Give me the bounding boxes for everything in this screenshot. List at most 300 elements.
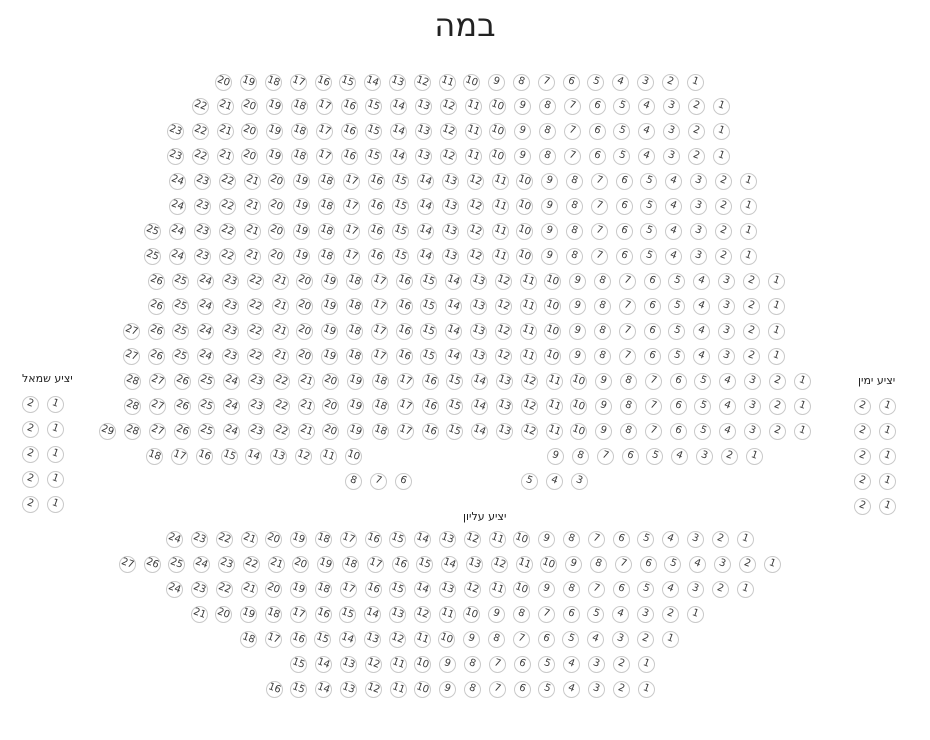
main-hall-seat[interactable] (194, 248, 211, 265)
main-hall-seat[interactable] (694, 373, 711, 390)
main-hall-seat[interactable] (273, 398, 290, 415)
upper-balcony-seat[interactable] (565, 556, 582, 573)
upper-balcony-seat[interactable] (290, 681, 307, 698)
upper-balcony-seat[interactable] (516, 556, 533, 573)
main-hall-seat[interactable] (713, 148, 730, 165)
upper-balcony-seat[interactable] (637, 531, 654, 548)
main-hall-seat[interactable] (794, 398, 811, 415)
upper-balcony-seat[interactable] (414, 656, 431, 673)
upper-balcony-seat[interactable] (588, 656, 605, 673)
upper-balcony-seat[interactable] (339, 631, 356, 648)
main-hall-seat[interactable] (293, 173, 310, 190)
main-hall-seat[interactable] (440, 123, 457, 140)
main-hall-seat[interactable] (645, 398, 662, 415)
main-hall-seat[interactable] (663, 123, 680, 140)
main-hall-seat[interactable] (241, 123, 258, 140)
left-balcony-seat[interactable] (47, 446, 64, 463)
main-hall-seat[interactable] (645, 423, 662, 440)
main-hall-seat[interactable] (296, 348, 313, 365)
upper-balcony-seat[interactable] (464, 681, 481, 698)
main-hall-seat[interactable] (572, 448, 589, 465)
main-hall-seat[interactable] (322, 423, 339, 440)
main-hall-seat[interactable] (571, 473, 588, 490)
upper-balcony-seat[interactable] (365, 681, 382, 698)
main-hall-seat[interactable] (392, 248, 409, 265)
upper-balcony-seat[interactable] (513, 531, 530, 548)
upper-balcony-seat[interactable] (562, 631, 579, 648)
main-hall-seat[interactable] (172, 273, 189, 290)
main-hall-seat[interactable] (589, 98, 606, 115)
main-hall-seat[interactable] (595, 423, 612, 440)
main-hall-seat[interactable] (197, 323, 214, 340)
right-balcony-seat[interactable] (854, 498, 871, 515)
upper-balcony-seat[interactable] (166, 531, 183, 548)
main-hall-seat[interactable] (467, 173, 484, 190)
upper-balcony-seat[interactable] (390, 681, 407, 698)
main-hall-seat[interactable] (521, 423, 538, 440)
main-hall-seat[interactable] (316, 98, 333, 115)
main-hall-seat[interactable] (514, 123, 531, 140)
main-hall-seat[interactable] (566, 198, 583, 215)
main-hall-seat[interactable] (318, 173, 335, 190)
main-hall-seat[interactable] (541, 173, 558, 190)
upper-balcony-seat[interactable] (662, 581, 679, 598)
main-hall-seat[interactable] (662, 74, 679, 91)
main-hall-seat[interactable] (417, 248, 434, 265)
upper-balcony-seat[interactable] (538, 531, 555, 548)
main-hall-seat[interactable] (715, 248, 732, 265)
upper-balcony-seat[interactable] (389, 581, 406, 598)
main-hall-seat[interactable] (496, 398, 513, 415)
right-balcony-seat[interactable] (854, 423, 871, 440)
upper-balcony-seat[interactable] (389, 531, 406, 548)
right-balcony-seat[interactable] (879, 448, 896, 465)
left-balcony-seat[interactable] (22, 471, 39, 488)
main-hall-seat[interactable] (268, 173, 285, 190)
main-hall-seat[interactable] (693, 273, 710, 290)
main-hall-seat[interactable] (219, 248, 236, 265)
main-hall-seat[interactable] (595, 398, 612, 415)
left-balcony-seat[interactable] (22, 396, 39, 413)
main-hall-seat[interactable] (694, 398, 711, 415)
upper-balcony-seat[interactable] (317, 556, 334, 573)
main-hall-seat[interactable] (570, 373, 587, 390)
main-hall-seat[interactable] (172, 323, 189, 340)
upper-balcony-seat[interactable] (615, 556, 632, 573)
main-hall-seat[interactable] (442, 223, 459, 240)
main-hall-seat[interactable] (272, 298, 289, 315)
upper-balcony-seat[interactable] (489, 656, 506, 673)
main-hall-seat[interactable] (718, 323, 735, 340)
main-hall-seat[interactable] (217, 123, 234, 140)
main-hall-seat[interactable] (198, 398, 215, 415)
main-hall-seat[interactable] (663, 148, 680, 165)
upper-balcony-seat[interactable] (364, 606, 381, 623)
main-hall-seat[interactable] (547, 448, 564, 465)
main-hall-seat[interactable] (668, 323, 685, 340)
main-hall-seat[interactable] (570, 423, 587, 440)
upper-balcony-seat[interactable] (241, 581, 258, 598)
upper-balcony-seat[interactable] (464, 656, 481, 673)
main-hall-seat[interactable] (265, 74, 282, 91)
upper-balcony-seat[interactable] (687, 581, 704, 598)
main-hall-seat[interactable] (365, 98, 382, 115)
main-hall-seat[interactable] (365, 148, 382, 165)
main-hall-seat[interactable] (318, 248, 335, 265)
main-hall-seat[interactable] (266, 148, 283, 165)
main-hall-seat[interactable] (520, 348, 537, 365)
main-hall-seat[interactable] (194, 198, 211, 215)
upper-balcony-seat[interactable] (315, 581, 332, 598)
upper-balcony-seat[interactable] (340, 581, 357, 598)
main-hall-seat[interactable] (315, 74, 332, 91)
main-hall-seat[interactable] (589, 148, 606, 165)
left-balcony-seat[interactable] (47, 471, 64, 488)
main-hall-seat[interactable] (646, 448, 663, 465)
upper-balcony-seat[interactable] (416, 556, 433, 573)
upper-balcony-seat[interactable] (339, 606, 356, 623)
main-hall-seat[interactable] (169, 173, 186, 190)
upper-balcony-seat[interactable] (662, 531, 679, 548)
main-hall-seat[interactable] (219, 173, 236, 190)
main-hall-seat[interactable] (563, 74, 580, 91)
main-hall-seat[interactable] (471, 373, 488, 390)
main-hall-seat[interactable] (566, 223, 583, 240)
main-hall-seat[interactable] (564, 98, 581, 115)
main-hall-seat[interactable] (718, 348, 735, 365)
main-hall-seat[interactable] (417, 173, 434, 190)
main-hall-seat[interactable] (347, 423, 364, 440)
main-hall-seat[interactable] (594, 298, 611, 315)
main-hall-seat[interactable] (740, 223, 757, 240)
upper-balcony-seat[interactable] (315, 681, 332, 698)
upper-balcony-seat[interactable] (689, 556, 706, 573)
upper-balcony-seat[interactable] (538, 681, 555, 698)
main-hall-seat[interactable] (371, 348, 388, 365)
main-hall-seat[interactable] (670, 398, 687, 415)
right-balcony-seat[interactable] (879, 398, 896, 415)
upper-balcony-seat[interactable] (438, 631, 455, 648)
upper-balcony-seat[interactable] (687, 606, 704, 623)
main-hall-seat[interactable] (620, 423, 637, 440)
main-hall-seat[interactable] (665, 248, 682, 265)
main-hall-seat[interactable] (743, 273, 760, 290)
main-hall-seat[interactable] (541, 248, 558, 265)
main-hall-seat[interactable] (769, 373, 786, 390)
main-hall-seat[interactable] (321, 273, 338, 290)
main-hall-seat[interactable] (569, 348, 586, 365)
main-hall-seat[interactable] (148, 348, 165, 365)
main-hall-seat[interactable] (516, 173, 533, 190)
main-hall-seat[interactable] (390, 148, 407, 165)
main-hall-seat[interactable] (495, 323, 512, 340)
main-hall-seat[interactable] (719, 373, 736, 390)
main-hall-seat[interactable] (365, 123, 382, 140)
main-hall-seat[interactable] (566, 173, 583, 190)
main-hall-seat[interactable] (244, 248, 261, 265)
main-hall-seat[interactable] (465, 148, 482, 165)
upper-balcony-seat[interactable] (590, 556, 607, 573)
main-hall-seat[interactable] (521, 398, 538, 415)
upper-balcony-seat[interactable] (737, 531, 754, 548)
main-hall-seat[interactable] (690, 248, 707, 265)
upper-balcony-seat[interactable] (414, 631, 431, 648)
upper-balcony-seat[interactable] (739, 556, 756, 573)
upper-balcony-seat[interactable] (712, 581, 729, 598)
upper-balcony-seat[interactable] (414, 581, 431, 598)
main-hall-seat[interactable] (248, 423, 265, 440)
upper-balcony-seat[interactable] (340, 531, 357, 548)
main-hall-seat[interactable] (247, 348, 264, 365)
main-hall-seat[interactable] (196, 448, 213, 465)
main-hall-seat[interactable] (668, 348, 685, 365)
upper-balcony-seat[interactable] (538, 581, 555, 598)
main-hall-seat[interactable] (693, 348, 710, 365)
upper-balcony-seat[interactable] (292, 556, 309, 573)
upper-balcony-seat[interactable] (290, 581, 307, 598)
main-hall-seat[interactable] (174, 398, 191, 415)
main-hall-seat[interactable] (222, 323, 239, 340)
main-hall-seat[interactable] (644, 298, 661, 315)
upper-balcony-seat[interactable] (587, 631, 604, 648)
main-hall-seat[interactable] (420, 323, 437, 340)
main-hall-seat[interactable] (149, 423, 166, 440)
main-hall-seat[interactable] (693, 298, 710, 315)
main-hall-seat[interactable] (318, 198, 335, 215)
main-hall-seat[interactable] (396, 273, 413, 290)
main-hall-seat[interactable] (370, 473, 387, 490)
main-hall-seat[interactable] (321, 323, 338, 340)
upper-balcony-seat[interactable] (464, 581, 481, 598)
main-hall-seat[interactable] (415, 148, 432, 165)
main-hall-seat[interactable] (298, 373, 315, 390)
main-hall-seat[interactable] (544, 298, 561, 315)
main-hall-seat[interactable] (346, 348, 363, 365)
upper-balcony-seat[interactable] (241, 531, 258, 548)
main-hall-seat[interactable] (420, 298, 437, 315)
main-hall-seat[interactable] (715, 223, 732, 240)
main-hall-seat[interactable] (368, 173, 385, 190)
main-hall-seat[interactable] (266, 123, 283, 140)
main-hall-seat[interactable] (622, 448, 639, 465)
upper-balcony-seat[interactable] (389, 631, 406, 648)
upper-balcony-seat[interactable] (491, 556, 508, 573)
main-hall-seat[interactable] (688, 123, 705, 140)
upper-balcony-seat[interactable] (538, 656, 555, 673)
main-hall-seat[interactable] (743, 348, 760, 365)
main-hall-seat[interactable] (298, 423, 315, 440)
upper-balcony-seat[interactable] (364, 631, 381, 648)
main-hall-seat[interactable] (591, 223, 608, 240)
upper-balcony-seat[interactable] (439, 681, 456, 698)
main-hall-seat[interactable] (273, 423, 290, 440)
main-hall-seat[interactable] (768, 298, 785, 315)
main-hall-seat[interactable] (291, 123, 308, 140)
upper-balcony-seat[interactable] (463, 606, 480, 623)
main-hall-seat[interactable] (713, 123, 730, 140)
main-hall-seat[interactable] (149, 398, 166, 415)
upper-balcony-seat[interactable] (315, 656, 332, 673)
main-hall-seat[interactable] (272, 348, 289, 365)
main-hall-seat[interactable] (293, 223, 310, 240)
main-hall-seat[interactable] (322, 373, 339, 390)
main-hall-seat[interactable] (320, 448, 337, 465)
upper-balcony-seat[interactable] (240, 606, 257, 623)
main-hall-seat[interactable] (144, 223, 161, 240)
main-hall-seat[interactable] (343, 198, 360, 215)
main-hall-seat[interactable] (640, 173, 657, 190)
main-hall-seat[interactable] (470, 298, 487, 315)
main-hall-seat[interactable] (270, 448, 287, 465)
main-hall-seat[interactable] (612, 74, 629, 91)
main-hall-seat[interactable] (442, 198, 459, 215)
upper-balcony-seat[interactable] (737, 581, 754, 598)
upper-balcony-seat[interactable] (662, 606, 679, 623)
main-hall-seat[interactable] (613, 123, 630, 140)
main-hall-seat[interactable] (645, 373, 662, 390)
main-hall-seat[interactable] (514, 98, 531, 115)
main-hall-seat[interactable] (268, 198, 285, 215)
main-hall-seat[interactable] (470, 323, 487, 340)
upper-balcony-seat[interactable] (513, 631, 530, 648)
main-hall-seat[interactable] (322, 398, 339, 415)
main-hall-seat[interactable] (392, 223, 409, 240)
main-hall-seat[interactable] (169, 248, 186, 265)
main-hall-seat[interactable] (616, 173, 633, 190)
upper-balcony-seat[interactable] (563, 681, 580, 698)
main-hall-seat[interactable] (740, 198, 757, 215)
main-hall-seat[interactable] (544, 348, 561, 365)
upper-balcony-seat[interactable] (414, 606, 431, 623)
main-hall-seat[interactable] (446, 373, 463, 390)
main-hall-seat[interactable] (245, 448, 262, 465)
upper-balcony-seat[interactable] (640, 556, 657, 573)
main-hall-seat[interactable] (744, 398, 761, 415)
main-hall-seat[interactable] (470, 273, 487, 290)
upper-balcony-seat[interactable] (664, 556, 681, 573)
main-hall-seat[interactable] (713, 98, 730, 115)
main-hall-seat[interactable] (495, 298, 512, 315)
upper-balcony-seat[interactable] (514, 681, 531, 698)
upper-balcony-seat[interactable] (587, 606, 604, 623)
main-hall-seat[interactable] (390, 98, 407, 115)
main-hall-seat[interactable] (346, 298, 363, 315)
main-hall-seat[interactable] (613, 148, 630, 165)
main-hall-seat[interactable] (589, 123, 606, 140)
upper-balcony-seat[interactable] (712, 531, 729, 548)
main-hall-seat[interactable] (769, 423, 786, 440)
main-hall-seat[interactable] (415, 98, 432, 115)
main-hall-seat[interactable] (465, 98, 482, 115)
main-hall-seat[interactable] (420, 348, 437, 365)
main-hall-seat[interactable] (521, 473, 538, 490)
main-hall-seat[interactable] (346, 273, 363, 290)
upper-balcony-seat[interactable] (488, 606, 505, 623)
main-hall-seat[interactable] (492, 198, 509, 215)
upper-balcony-seat[interactable] (563, 581, 580, 598)
main-hall-seat[interactable] (688, 98, 705, 115)
main-hall-seat[interactable] (566, 248, 583, 265)
main-hall-seat[interactable] (221, 448, 238, 465)
left-balcony-seat[interactable] (47, 496, 64, 513)
main-hall-seat[interactable] (124, 398, 141, 415)
upper-balcony-seat[interactable] (119, 556, 136, 573)
main-hall-seat[interactable] (620, 373, 637, 390)
main-hall-seat[interactable] (347, 373, 364, 390)
main-hall-seat[interactable] (616, 198, 633, 215)
main-hall-seat[interactable] (541, 198, 558, 215)
main-hall-seat[interactable] (392, 198, 409, 215)
main-hall-seat[interactable] (390, 123, 407, 140)
main-hall-seat[interactable] (638, 98, 655, 115)
main-hall-seat[interactable] (570, 398, 587, 415)
main-hall-seat[interactable] (546, 473, 563, 490)
upper-balcony-seat[interactable] (466, 556, 483, 573)
main-hall-seat[interactable] (721, 448, 738, 465)
main-hall-seat[interactable] (544, 323, 561, 340)
right-balcony-seat[interactable] (854, 398, 871, 415)
main-hall-seat[interactable] (440, 148, 457, 165)
upper-balcony-seat[interactable] (218, 556, 235, 573)
main-hall-seat[interactable] (520, 323, 537, 340)
main-hall-seat[interactable] (445, 348, 462, 365)
upper-balcony-seat[interactable] (367, 556, 384, 573)
main-hall-seat[interactable] (123, 323, 140, 340)
main-hall-seat[interactable] (619, 273, 636, 290)
upper-balcony-seat[interactable] (637, 581, 654, 598)
main-hall-seat[interactable] (222, 273, 239, 290)
upper-balcony-seat[interactable] (563, 656, 580, 673)
upper-balcony-seat[interactable] (488, 631, 505, 648)
left-balcony-seat[interactable] (22, 496, 39, 513)
main-hall-seat[interactable] (644, 348, 661, 365)
main-hall-seat[interactable] (219, 223, 236, 240)
main-hall-seat[interactable] (638, 123, 655, 140)
main-hall-seat[interactable] (670, 423, 687, 440)
main-hall-seat[interactable] (345, 473, 362, 490)
main-hall-seat[interactable] (492, 248, 509, 265)
upper-balcony-seat[interactable] (315, 531, 332, 548)
upper-balcony-seat[interactable] (191, 606, 208, 623)
main-hall-seat[interactable] (496, 423, 513, 440)
main-hall-seat[interactable] (467, 223, 484, 240)
main-hall-seat[interactable] (217, 98, 234, 115)
main-hall-seat[interactable] (248, 373, 265, 390)
upper-balcony-seat[interactable] (613, 581, 630, 598)
main-hall-seat[interactable] (290, 74, 307, 91)
main-hall-seat[interactable] (744, 373, 761, 390)
main-hall-seat[interactable] (192, 123, 209, 140)
left-balcony-seat[interactable] (47, 396, 64, 413)
main-hall-seat[interactable] (174, 373, 191, 390)
main-hall-seat[interactable] (167, 148, 184, 165)
main-hall-seat[interactable] (470, 348, 487, 365)
main-hall-seat[interactable] (172, 298, 189, 315)
upper-balcony-seat[interactable] (538, 606, 555, 623)
upper-balcony-seat[interactable] (243, 556, 260, 573)
main-hall-seat[interactable] (222, 298, 239, 315)
main-hall-seat[interactable] (244, 173, 261, 190)
main-hall-seat[interactable] (397, 373, 414, 390)
main-hall-seat[interactable] (638, 148, 655, 165)
main-hall-seat[interactable] (244, 223, 261, 240)
main-hall-seat[interactable] (247, 323, 264, 340)
upper-balcony-seat[interactable] (489, 531, 506, 548)
main-hall-seat[interactable] (144, 248, 161, 265)
upper-balcony-seat[interactable] (392, 556, 409, 573)
right-balcony-seat[interactable] (854, 448, 871, 465)
upper-balcony-seat[interactable] (563, 531, 580, 548)
